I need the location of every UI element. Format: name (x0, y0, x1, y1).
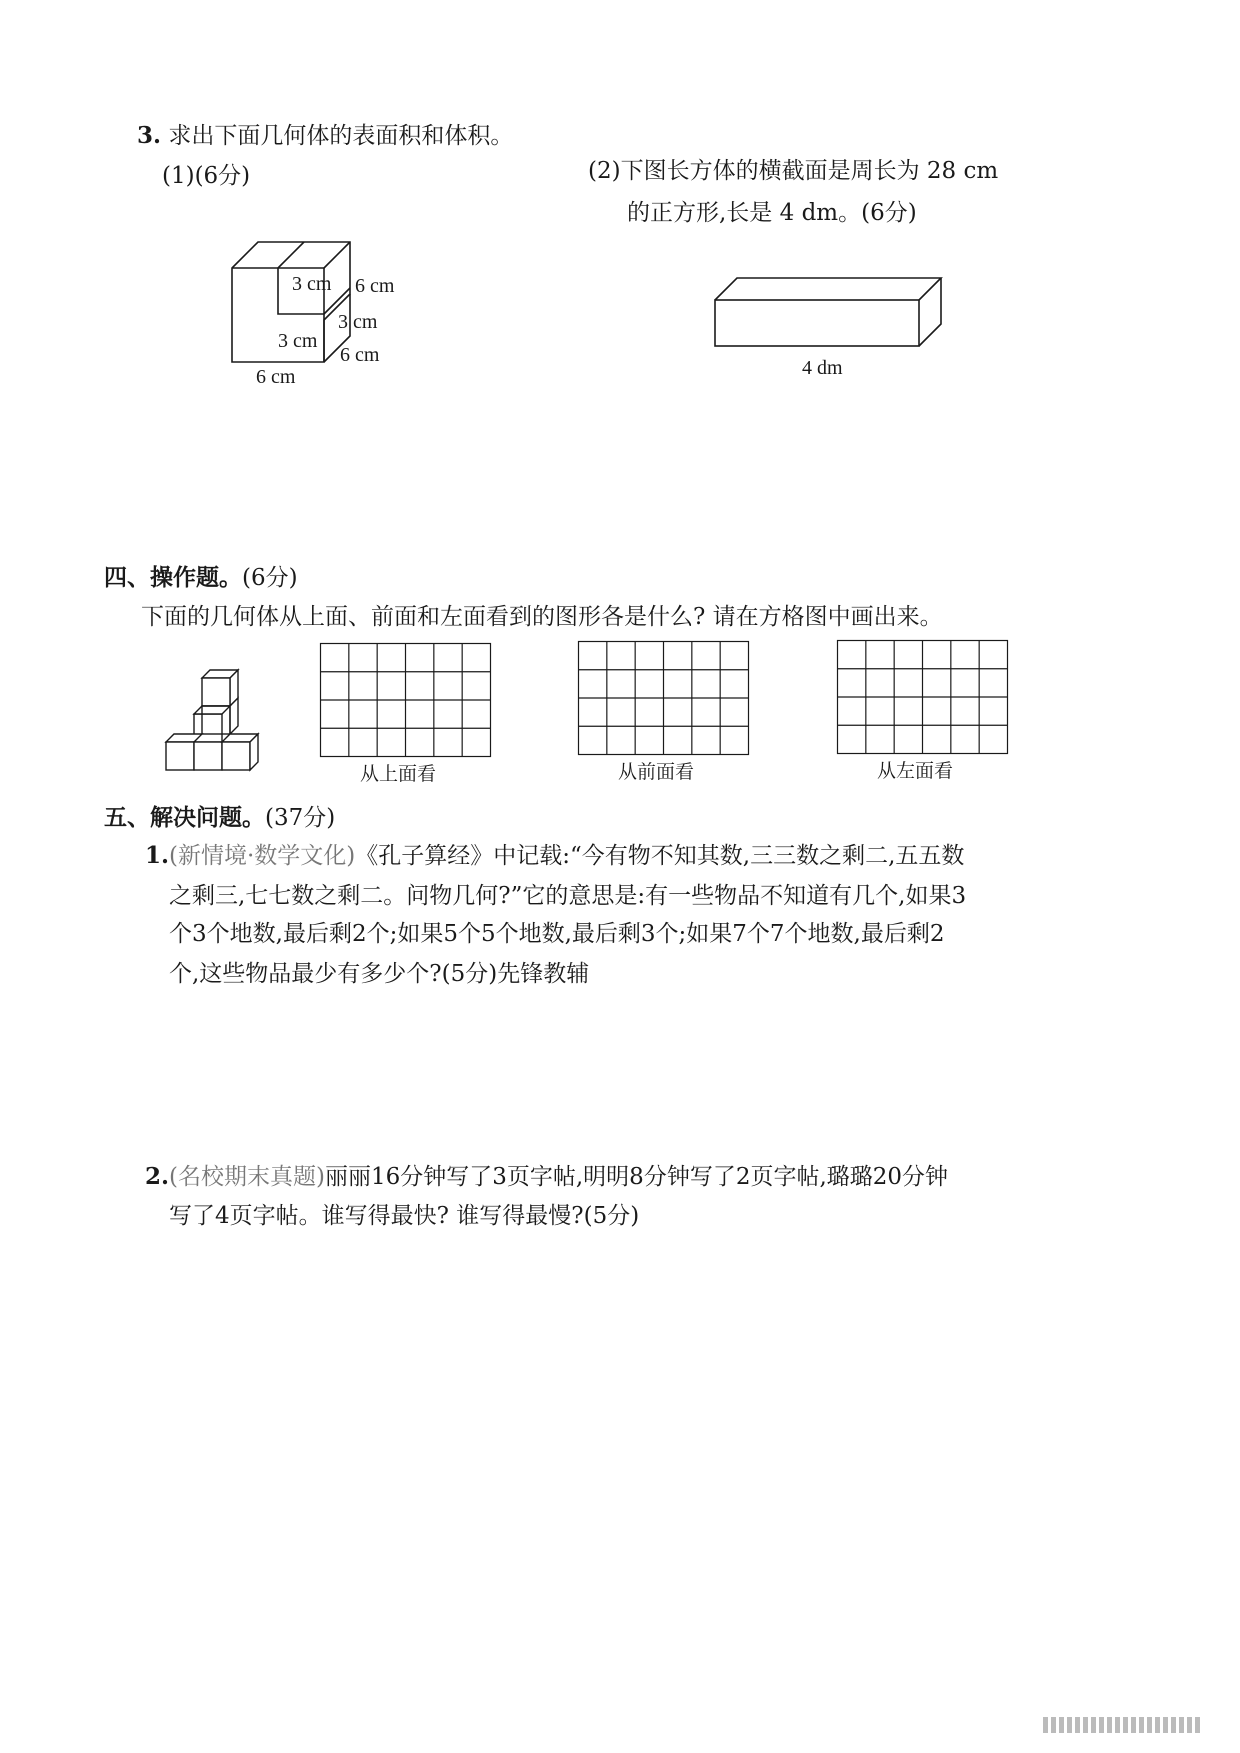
dim-label-2: 6 cm (355, 275, 395, 297)
section4-heading (104, 566, 298, 590)
q2-line1 (145, 1165, 948, 1189)
q1-line2: 之剩三,七七数之剩二。问物几何?”它的意思是:有一些物品不知道有几个,如果3 (169, 883, 967, 909)
q1-line1 (145, 844, 964, 868)
cuboid-figure (710, 272, 950, 382)
top-view-caption: 从上面看 (360, 763, 437, 785)
section3-number: 3. (137, 122, 162, 149)
dim-label-3: 3 cm (338, 311, 378, 333)
dim-label-6: 6 cm (256, 366, 296, 388)
q1-line4: 个,这些物品最少有多少个?(5分)先锋教辅 (169, 961, 590, 987)
section4-title: 四、操作题。 (104, 564, 242, 591)
front-view-caption: 从前面看 (618, 761, 695, 783)
stacked-cubes-figure (160, 668, 280, 778)
problem-2-line1: (2)下图长方体的横截面是周长为 28 cm (588, 158, 999, 184)
q2-number: 2. (145, 1163, 170, 1190)
section4-instruction: 下面的几何体从上面、前面和左面看到的图形各是什么? 请在方格图中画出来。 (141, 604, 943, 630)
section4-score: (6分) (242, 565, 298, 591)
scan-watermark (1043, 1717, 1200, 1733)
q2-tag: (名校期末真题) (169, 1164, 325, 1190)
q1-line3: 个3个地数,最后剩2个;如果5个5个地数,最后剩3个;如果7个7个地数,最后剩2 (169, 921, 945, 947)
left-view-grid[interactable] (837, 640, 1008, 754)
q2-text-1: 丽丽16分钟写了3页字帖,明明8分钟写了2页字帖,璐璐20分钟 (324, 1164, 949, 1190)
notched-cube-figure (220, 230, 420, 400)
section5-score: (37分) (265, 805, 336, 831)
dim-label-5: 6 cm (340, 344, 380, 366)
q2-line2: 写了4页字帖。谁写得最快? 谁写得最慢?(5分) (169, 1203, 640, 1229)
q1-text-1: 《孔子算经》中记载:“今有物不知其数,三三数之剩二,五五数 (355, 843, 965, 869)
dim-label-4: 3 cm (278, 330, 318, 352)
q1-tag: (新情境·数学文化) (169, 843, 356, 869)
front-view-grid[interactable] (578, 641, 749, 755)
problem-2-line2: 的正方形,长是 4 dm。(6分) (627, 200, 917, 226)
problem-1-label: (1)(6分) (162, 163, 251, 189)
cuboid-length-label: 4 dm (802, 357, 843, 379)
left-view-caption: 从左面看 (877, 760, 954, 782)
top-view-grid[interactable] (320, 643, 491, 757)
dim-label-1: 3 cm (292, 273, 332, 295)
section5-heading (104, 806, 335, 830)
section3-heading-text: 求出下面几何体的表面积和体积。 (168, 123, 514, 149)
q1-number: 1. (145, 842, 170, 869)
section5-title: 五、解决问题。 (104, 804, 265, 831)
section3-heading (137, 124, 513, 148)
